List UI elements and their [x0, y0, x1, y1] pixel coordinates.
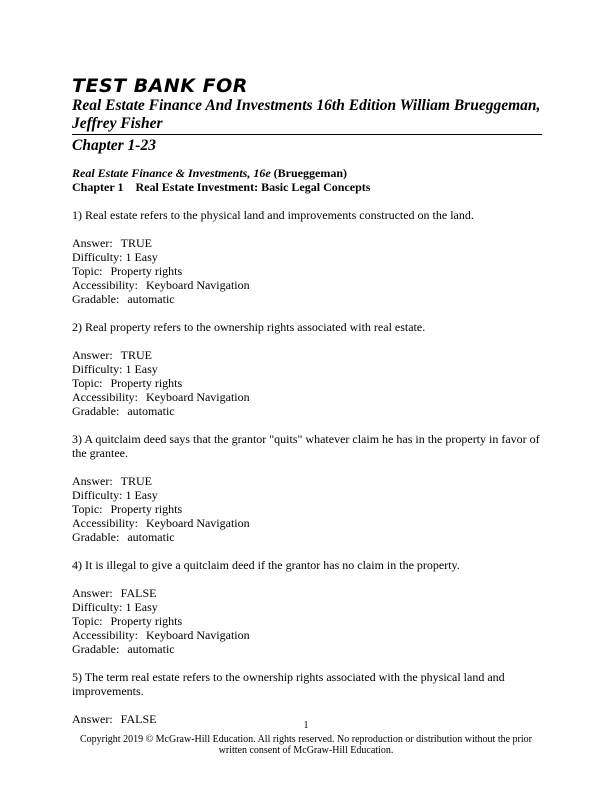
- question-block: [72, 558, 542, 656]
- accessibility-label: Accessibility:: [72, 628, 138, 642]
- gradable-label: Gradable:: [72, 530, 120, 544]
- accessibility-row: [72, 628, 542, 642]
- question-block: [72, 432, 542, 544]
- topic-label: Topic:: [72, 614, 103, 628]
- answer-row: [72, 474, 542, 488]
- question-block: [72, 208, 542, 306]
- question-meta: [72, 236, 542, 306]
- test-bank-heading: TEST BANK FOR: [72, 75, 248, 97]
- gradable-label: Gradable:: [72, 404, 120, 418]
- answer-label: Answer:: [72, 712, 113, 726]
- answer-value: FALSE: [120, 712, 157, 726]
- difficulty-label: Difficulty:: [72, 488, 123, 502]
- gradable-label: Gradable:: [72, 292, 120, 306]
- topic-value: Property rights: [110, 502, 183, 516]
- difficulty-value: 1 Easy: [125, 600, 158, 614]
- answer-label: Answer:: [72, 474, 113, 488]
- accessibility-row: [72, 516, 542, 530]
- chapter-title: Real Estate Investment: Basic Legal Concepts: [135, 180, 371, 194]
- difficulty-label: Difficulty:: [72, 250, 123, 264]
- gradable-row: [72, 404, 542, 418]
- accessibility-value: Keyboard Navigation: [146, 628, 250, 642]
- accessibility-row: [72, 278, 542, 292]
- source-author: (Brueggeman): [273, 166, 347, 180]
- topic-label: Topic:: [72, 376, 103, 390]
- chapter-heading: [72, 180, 542, 194]
- topic-label: Topic:: [72, 502, 103, 516]
- accessibility-value: Keyboard Navigation: [146, 390, 250, 404]
- difficulty-row: [72, 250, 542, 264]
- accessibility-value: Keyboard Navigation: [146, 516, 250, 530]
- answer-row: [72, 586, 542, 600]
- question-text: 1) Real estate refers to the physical land and improvements constructed on the land.: [72, 208, 474, 222]
- question-text: 3) A quitclaim deed says that the grantor "quits" whatever claim he has in the property in favor of the grantee.: [72, 432, 540, 460]
- topic-row: [72, 502, 542, 516]
- question-text: 2) Real property refers to the ownership rights associated with real estate.: [72, 320, 426, 334]
- gradable-row: [72, 642, 542, 656]
- question-block: [72, 320, 542, 418]
- question-text: 4) It is illegal to give a quitclaim deed if the grantor has no claim in the property.: [72, 558, 460, 572]
- answer-label: Answer:: [72, 348, 113, 362]
- gradable-value: automatic: [127, 642, 175, 656]
- topic-label: Topic:: [72, 264, 103, 278]
- accessibility-row: [72, 390, 542, 404]
- difficulty-row: [72, 600, 542, 614]
- accessibility-label: Accessibility:: [72, 516, 138, 530]
- question-block: [72, 670, 542, 726]
- difficulty-label: Difficulty:: [72, 362, 123, 376]
- question-meta: [72, 586, 542, 656]
- difficulty-value: 1 Easy: [125, 362, 158, 376]
- accessibility-label: Accessibility:: [72, 278, 138, 292]
- copyright-notice: Copyright 2019 © McGraw-Hill Education. All rights reserved. No reproduction or distribution without the prior written consent of McGraw-Hill Education.: [80, 733, 532, 756]
- question-meta: [72, 474, 542, 544]
- document-page: [72, 76, 542, 726]
- topic-row: [72, 614, 542, 628]
- gradable-value: automatic: [127, 404, 175, 418]
- topic-row: [72, 264, 542, 278]
- source-line: [72, 166, 542, 180]
- difficulty-row: [72, 362, 542, 376]
- difficulty-value: 1 Easy: [125, 250, 158, 264]
- answer-label: Answer:: [72, 236, 113, 250]
- book-title: Real Estate Finance And Investments 16th Edition William Brueggeman, Jeffrey Fisher: [72, 97, 542, 135]
- topic-value: Property rights: [110, 614, 183, 628]
- answer-row: [72, 236, 542, 250]
- topic-value: Property rights: [110, 264, 183, 278]
- chapter-number: Chapter 1: [72, 180, 124, 194]
- accessibility-label: Accessibility:: [72, 390, 138, 404]
- page-footer: [72, 720, 540, 757]
- question-meta: [72, 348, 542, 418]
- question-text: 5) The term real estate refers to the ownership rights associated with the physical land and improvements.: [72, 670, 505, 698]
- difficulty-label: Difficulty:: [72, 600, 123, 614]
- accessibility-value: Keyboard Navigation: [146, 278, 250, 292]
- difficulty-value: 1 Easy: [125, 488, 158, 502]
- answer-label: Answer:: [72, 586, 113, 600]
- gradable-row: [72, 292, 542, 306]
- topic-value: Property rights: [110, 376, 183, 390]
- answer-value: TRUE: [120, 236, 153, 250]
- topic-row: [72, 376, 542, 390]
- answer-value: FALSE: [120, 586, 157, 600]
- gradable-value: automatic: [127, 530, 175, 544]
- gradable-label: Gradable:: [72, 642, 120, 656]
- gradable-row: [72, 530, 542, 544]
- answer-value: TRUE: [120, 348, 153, 362]
- source-book: Real Estate Finance & Investments, 16e: [72, 166, 271, 180]
- difficulty-row: [72, 488, 542, 502]
- answer-value: TRUE: [120, 474, 153, 488]
- answer-row: [72, 348, 542, 362]
- page-number: 1: [303, 720, 309, 731]
- gradable-value: automatic: [127, 292, 175, 306]
- chapter-range: Chapter 1-23: [72, 137, 156, 154]
